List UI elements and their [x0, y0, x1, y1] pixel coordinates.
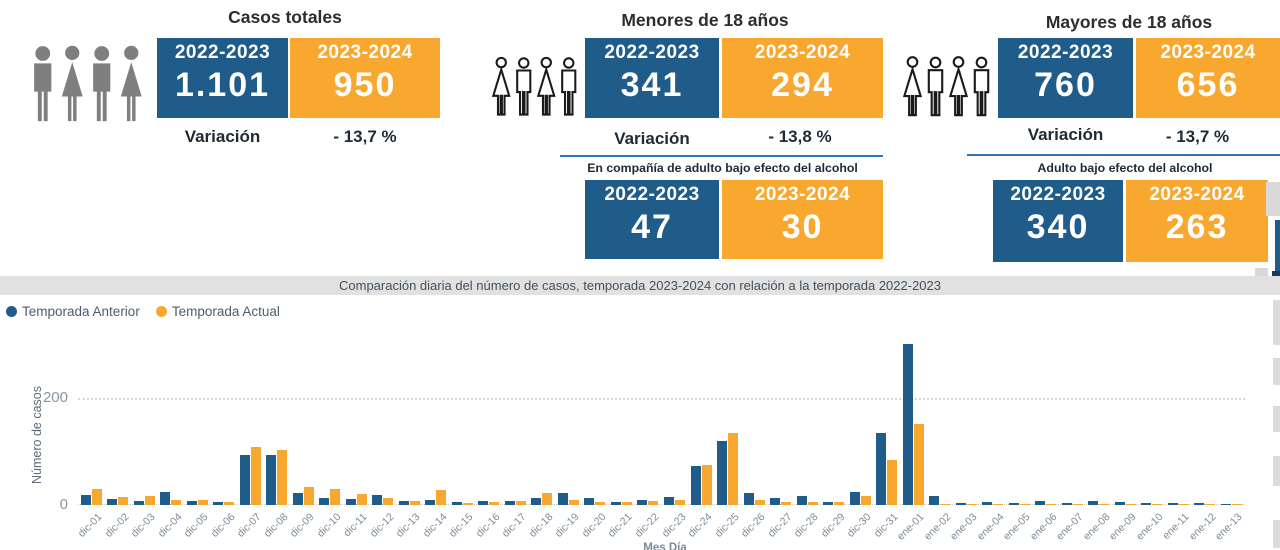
- card-season-label: 2023-2024: [1160, 42, 1256, 63]
- bar-anterior-dic-17[interactable]: [505, 501, 515, 505]
- bar-group-dic-05[interactable]: [187, 500, 208, 505]
- x-tick-dic-24: dic-24: [685, 511, 715, 540]
- bar-group-ene-10[interactable]: [1141, 503, 1162, 505]
- x-tick-dic-18: dic-18: [526, 511, 556, 540]
- bar-actual-dic-10[interactable]: [330, 489, 340, 505]
- x-tick-dic-16: dic-16: [473, 511, 503, 540]
- bar-actual-dic-09[interactable]: [304, 487, 314, 505]
- bar-anterior-dic-29[interactable]: [823, 502, 833, 505]
- people-icon-mayores: [901, 53, 993, 118]
- bar-group-dic-08[interactable]: [266, 450, 287, 505]
- y-axis-title: Número de casos: [30, 386, 44, 484]
- bar-group-ene-12[interactable]: [1194, 503, 1215, 505]
- card-value: 340: [1026, 208, 1090, 246]
- bar-actual-ene-04[interactable]: [993, 504, 1003, 505]
- bar-anterior-ene-13[interactable]: [1221, 504, 1231, 505]
- bar-group-dic-14[interactable]: [425, 490, 446, 505]
- bar-group-dic-01[interactable]: [81, 489, 102, 505]
- bar-group-dic-02[interactable]: [107, 497, 128, 505]
- x-tick-dic-01: dic-01: [75, 511, 105, 540]
- bar-actual-dic-12[interactable]: [383, 498, 393, 505]
- card-mayores-alcohol-prev: [993, 180, 1123, 262]
- bar-actual-ene-13[interactable]: [1232, 504, 1242, 505]
- bar-actual-dic-03[interactable]: [145, 496, 155, 505]
- bar-group-ene-08[interactable]: [1088, 501, 1109, 505]
- bar-anterior-ene-05[interactable]: [1009, 503, 1019, 505]
- bar-group-ene-02[interactable]: [929, 496, 950, 505]
- x-tick-dic-04: dic-04: [155, 511, 185, 540]
- bar-group-ene-04[interactable]: [982, 502, 1003, 505]
- bar-group-dic-17[interactable]: [505, 501, 526, 505]
- x-tick-dic-15: dic-15: [447, 511, 476, 540]
- bar-anterior-dic-06[interactable]: [213, 502, 223, 505]
- card-mayores-alcohol-curr: [1126, 180, 1268, 262]
- bar-actual-dic-28[interactable]: [808, 502, 818, 505]
- bar-group-dic-21[interactable]: [611, 502, 632, 505]
- people-icon-totales: [28, 44, 146, 122]
- x-tick-dic-17: dic-17: [500, 511, 529, 540]
- bar-actual-ene-07[interactable]: [1073, 504, 1083, 505]
- x-tick-dic-10: dic-10: [314, 511, 344, 540]
- daily-comparison-bar-chart: [0, 330, 1280, 550]
- bar-actual-ene-03[interactable]: [967, 504, 977, 505]
- bar-actual-dic-04[interactable]: [171, 500, 181, 505]
- bar-group-dic-29[interactable]: [823, 502, 844, 505]
- bar-actual-ene-08[interactable]: [1099, 504, 1109, 505]
- card-totales-curr: [290, 38, 440, 118]
- bar-group-dic-20[interactable]: [584, 498, 605, 505]
- legend-item-temporada-anterior[interactable]: [6, 304, 140, 319]
- bar-group-dic-09[interactable]: [293, 487, 314, 505]
- bar-anterior-dic-10[interactable]: [319, 498, 329, 505]
- bar-anterior-ene-02[interactable]: [929, 496, 939, 505]
- bar-anterior-dic-25[interactable]: [717, 441, 727, 505]
- bar-group-dic-07[interactable]: [240, 447, 261, 505]
- bar-group-ene-06[interactable]: [1035, 501, 1056, 505]
- bar-group-dic-13[interactable]: [399, 501, 420, 505]
- bar-anterior-dic-24[interactable]: [691, 466, 701, 505]
- x-tick-dic-09: dic-09: [287, 511, 317, 540]
- bar-anterior-dic-03[interactable]: [134, 501, 144, 505]
- x-tick-dic-11: dic-11: [341, 511, 370, 540]
- bar-actual-dic-11[interactable]: [357, 494, 367, 505]
- chart-title-band: Comparación diaria del número de casos, temporada 2023-2024 con relación a la temporada 2022-2023: [0, 276, 1280, 295]
- x-tick-ene-06: ene-06: [1027, 511, 1060, 543]
- x-tick-ene-12: ene-12: [1186, 511, 1219, 543]
- card-season-label: 2022-2023: [1010, 184, 1106, 205]
- card-season-label: 2022-2023: [1017, 42, 1114, 63]
- bar-actual-dic-13[interactable]: [410, 501, 420, 505]
- bar-anterior-dic-14[interactable]: [425, 500, 435, 505]
- people-icon-menores: [490, 53, 580, 118]
- bar-group-dic-04[interactable]: [160, 492, 181, 505]
- card-season-label: 2022-2023: [604, 42, 700, 63]
- bar-anterior-ene-11[interactable]: [1168, 503, 1178, 505]
- card-value: 294: [771, 66, 834, 104]
- bar-group-ene-01[interactable]: [903, 344, 924, 505]
- bar-group-dic-18[interactable]: [531, 493, 552, 505]
- bar-actual-ene-05[interactable]: [1020, 504, 1030, 505]
- bar-anterior-ene-10[interactable]: [1141, 503, 1151, 505]
- x-tick-dic-13: dic-13: [394, 511, 423, 540]
- bar-group-dic-16[interactable]: [478, 501, 499, 505]
- bar-anterior-ene-08[interactable]: [1088, 501, 1098, 505]
- x-tick-ene-04: ene-04: [974, 511, 1007, 543]
- bar-group-ene-07[interactable]: [1062, 503, 1083, 505]
- bar-group-dic-06[interactable]: [213, 502, 234, 505]
- card-season-label: 2022-2023: [604, 184, 700, 205]
- bar-group-dic-26[interactable]: [744, 493, 765, 505]
- legend-label: Temporada Anterior: [22, 304, 140, 319]
- gridline-200: [78, 398, 1245, 400]
- variacion-label-totales: Variación: [184, 127, 261, 146]
- section-title-menores: Menores de 18 años: [621, 10, 789, 30]
- card-menores-alcohol-prev: [585, 180, 719, 259]
- bar-anterior-dic-21[interactable]: [611, 502, 621, 505]
- bar-actual-dic-18[interactable]: [542, 493, 552, 505]
- x-tick-dic-07: dic-07: [234, 511, 264, 540]
- bar-anterior-dic-07[interactable]: [240, 455, 250, 505]
- bar-actual-dic-29[interactable]: [834, 502, 844, 505]
- bar-group-ene-09[interactable]: [1115, 502, 1136, 505]
- x-tick-dic-22: dic-22: [632, 511, 662, 540]
- bar-anterior-ene-07[interactable]: [1062, 503, 1072, 505]
- bar-actual-dic-16[interactable]: [489, 502, 499, 505]
- bar-group-dic-24[interactable]: [691, 465, 712, 505]
- bar-group-ene-03[interactable]: [956, 503, 977, 505]
- x-tick-dic-08: dic-08: [261, 511, 291, 540]
- bar-actual-dic-06[interactable]: [224, 502, 234, 505]
- divider-mayores: [967, 154, 1280, 156]
- legend-dot-icon: [156, 306, 167, 317]
- card-value: 760: [1034, 66, 1097, 104]
- bar-group-dic-15[interactable]: [452, 502, 473, 505]
- bar-group-dic-11[interactable]: [346, 494, 367, 505]
- x-tick-dic-12: dic-12: [367, 511, 397, 540]
- x-tick-ene-01: ene-01: [895, 511, 927, 543]
- y-tick-0: 0: [59, 496, 68, 513]
- x-tick-dic-25: dic-25: [712, 511, 742, 540]
- bar-actual-dic-25[interactable]: [728, 433, 738, 505]
- bar-anterior-dic-31[interactable]: [876, 433, 886, 505]
- bar-anterior-dic-28[interactable]: [797, 496, 807, 505]
- bar-anterior-ene-09[interactable]: [1115, 502, 1125, 505]
- x-tick-dic-31: dic-31: [871, 511, 901, 540]
- x-tick-ene-02: ene-02: [921, 511, 954, 543]
- bar-anterior-dic-20[interactable]: [584, 498, 594, 505]
- bar-group-ene-13[interactable]: [1221, 504, 1242, 505]
- bar-anterior-dic-01[interactable]: [81, 495, 91, 505]
- x-tick-ene-09: ene-09: [1107, 511, 1139, 543]
- bar-actual-dic-15[interactable]: [463, 503, 473, 505]
- bar-anterior-dic-02[interactable]: [107, 499, 117, 505]
- bar-anterior-ene-03[interactable]: [956, 503, 966, 505]
- bar-anterior-dic-30[interactable]: [850, 492, 860, 505]
- x-tick-ene-07: ene-07: [1054, 511, 1086, 543]
- section-title-casos-totales: Casos totales: [228, 7, 342, 27]
- card-season-label: 2022-2023: [174, 42, 271, 63]
- x-tick-dic-02: dic-02: [102, 511, 132, 540]
- bar-actual-dic-01[interactable]: [92, 489, 102, 505]
- bar-anterior-ene-06[interactable]: [1035, 501, 1045, 505]
- bar-actual-dic-08[interactable]: [277, 450, 287, 505]
- variacion-value-totales: - 13,7 %: [333, 127, 397, 146]
- x-tick-ene-03: ene-03: [948, 511, 980, 543]
- bar-anterior-ene-12[interactable]: [1194, 503, 1204, 505]
- bar-actual-ene-09[interactable]: [1126, 504, 1136, 505]
- bar-actual-dic-27[interactable]: [781, 502, 791, 505]
- x-tick-dic-20: dic-20: [579, 511, 609, 540]
- x-tick-dic-14: dic-14: [420, 511, 450, 540]
- bar-anterior-ene-04[interactable]: [982, 502, 992, 505]
- x-tick-dic-30: dic-30: [844, 511, 874, 540]
- bar-actual-dic-24[interactable]: [702, 465, 712, 505]
- bar-anterior-dic-18[interactable]: [531, 498, 541, 505]
- card-season-label: 2023-2024: [754, 184, 851, 205]
- legend-dot-icon: [6, 306, 17, 317]
- bar-actual-dic-02[interactable]: [118, 497, 128, 505]
- x-tick-ene-13: ene-13: [1213, 511, 1245, 543]
- bar-actual-ene-11[interactable]: [1179, 504, 1189, 505]
- x-tick-dic-27: dic-27: [765, 511, 795, 540]
- bar-group-dic-22[interactable]: [637, 500, 658, 505]
- bar-actual-dic-26[interactable]: [755, 500, 765, 505]
- card-mayores-prev: [998, 38, 1133, 118]
- bar-group-dic-23[interactable]: [664, 497, 685, 505]
- variacion-label-menores: Variación: [614, 129, 690, 148]
- card-mayores-curr: [1136, 38, 1280, 118]
- subsection-title-mayores: Adulto bajo efecto del alcohol: [1037, 161, 1213, 175]
- subsection-title-menores: En compañía de adulto bajo efecto del alcohol: [587, 161, 858, 175]
- bar-actual-dic-21[interactable]: [622, 502, 632, 505]
- legend-label: Temporada Actual: [171, 304, 280, 319]
- card-season-label: 2023-2024: [317, 42, 413, 63]
- bar-actual-dic-31[interactable]: [887, 460, 897, 505]
- bar-group-dic-19[interactable]: [558, 493, 579, 505]
- bar-actual-dic-20[interactable]: [595, 502, 605, 505]
- divider-menores: [560, 155, 883, 157]
- bar-actual-ene-06[interactable]: [1046, 504, 1056, 505]
- bar-actual-dic-23[interactable]: [675, 500, 685, 505]
- x-tick-ene-08: ene-08: [1080, 511, 1113, 543]
- bar-group-dic-28[interactable]: [797, 496, 818, 505]
- variacion-value-menores: - 13,8 %: [768, 127, 832, 146]
- bar-group-dic-03[interactable]: [134, 496, 155, 505]
- bar-actual-dic-19[interactable]: [569, 500, 579, 505]
- bar-anterior-dic-23[interactable]: [664, 497, 674, 505]
- x-tick-dic-26: dic-26: [738, 511, 768, 540]
- bar-actual-dic-17[interactable]: [516, 501, 526, 505]
- card-menores-curr: [722, 38, 883, 118]
- bar-anterior-ene-01[interactable]: [903, 344, 913, 505]
- bar-anterior-dic-26[interactable]: [744, 493, 754, 505]
- legend-item-temporada-actual[interactable]: [156, 304, 280, 319]
- bar-group-dic-27[interactable]: [770, 498, 791, 505]
- card-value: 950: [333, 66, 397, 104]
- section-title-mayores: Mayores de 18 años: [1045, 12, 1213, 32]
- x-tick-dic-06: dic-06: [208, 511, 238, 540]
- bar-group-dic-30[interactable]: [850, 492, 871, 505]
- bar-actual-dic-05[interactable]: [198, 500, 208, 505]
- bar-anterior-dic-12[interactable]: [372, 495, 382, 505]
- bar-group-dic-12[interactable]: [372, 495, 393, 505]
- x-tick-ene-10: ene-10: [1133, 511, 1166, 543]
- x-axis-title: Mes Día: [643, 542, 687, 550]
- card-value: 656: [1176, 66, 1240, 104]
- card-season-label: 2023-2024: [754, 42, 851, 63]
- card-season-label: 2023-2024: [1149, 184, 1245, 205]
- card-value: 30: [781, 208, 824, 246]
- card-menores-prev: [585, 38, 719, 118]
- x-tick-dic-19: dic-19: [553, 511, 582, 540]
- bar-anterior-dic-13[interactable]: [399, 501, 409, 505]
- bar-group-dic-31[interactable]: [876, 433, 897, 505]
- x-tick-dic-28: dic-28: [791, 511, 821, 540]
- x-tick-ene-11: ene-11: [1160, 511, 1192, 543]
- x-tick-dic-21: dic-21: [606, 511, 635, 540]
- card-value: 341: [620, 66, 684, 104]
- bar-actual-dic-22[interactable]: [648, 501, 658, 505]
- x-tick-dic-29: dic-29: [818, 511, 848, 540]
- card-value: 1.101: [174, 66, 271, 104]
- chart-legend: [6, 304, 280, 319]
- card-totales-prev: [157, 38, 288, 118]
- bar-anterior-dic-27[interactable]: [770, 498, 780, 505]
- bar-group-dic-25[interactable]: [717, 433, 738, 505]
- card-menores-alcohol-curr: [722, 180, 883, 259]
- bar-group-ene-11[interactable]: [1168, 503, 1189, 505]
- bar-anterior-dic-04[interactable]: [160, 492, 170, 505]
- bar-actual-ene-01[interactable]: [914, 424, 924, 505]
- bar-actual-ene-02[interactable]: [940, 504, 950, 505]
- card-value: 263: [1165, 208, 1229, 246]
- cutoff-fragment: [1266, 182, 1280, 216]
- x-tick-ene-05: ene-05: [1001, 511, 1033, 543]
- y-tick-200: 200: [42, 389, 68, 406]
- bar-anterior-dic-16[interactable]: [478, 501, 488, 505]
- variacion-value-mayores: - 13,7 %: [1165, 127, 1230, 146]
- bar-anterior-dic-22[interactable]: [637, 500, 647, 505]
- bar-actual-ene-12[interactable]: [1205, 504, 1215, 505]
- bar-group-dic-10[interactable]: [319, 489, 340, 505]
- bar-actual-dic-30[interactable]: [861, 496, 871, 505]
- bar-actual-dic-07[interactable]: [251, 447, 261, 505]
- bar-actual-ene-10[interactable]: [1152, 504, 1162, 505]
- bar-anterior-dic-11[interactable]: [346, 499, 356, 505]
- x-tick-dic-05: dic-05: [181, 511, 211, 540]
- bar-anterior-dic-15[interactable]: [452, 502, 462, 505]
- variacion-label-mayores: Variación: [1027, 125, 1104, 144]
- bar-group-ene-05[interactable]: [1009, 503, 1030, 505]
- x-tick-dic-23: dic-23: [659, 511, 688, 540]
- bar-anterior-dic-05[interactable]: [187, 501, 197, 505]
- bar-actual-dic-14[interactable]: [436, 490, 446, 505]
- bar-anterior-dic-19[interactable]: [558, 493, 568, 505]
- bar-anterior-dic-09[interactable]: [293, 493, 303, 505]
- bar-anterior-dic-08[interactable]: [266, 455, 276, 505]
- card-value: 47: [631, 208, 673, 246]
- x-tick-dic-03: dic-03: [128, 511, 158, 540]
